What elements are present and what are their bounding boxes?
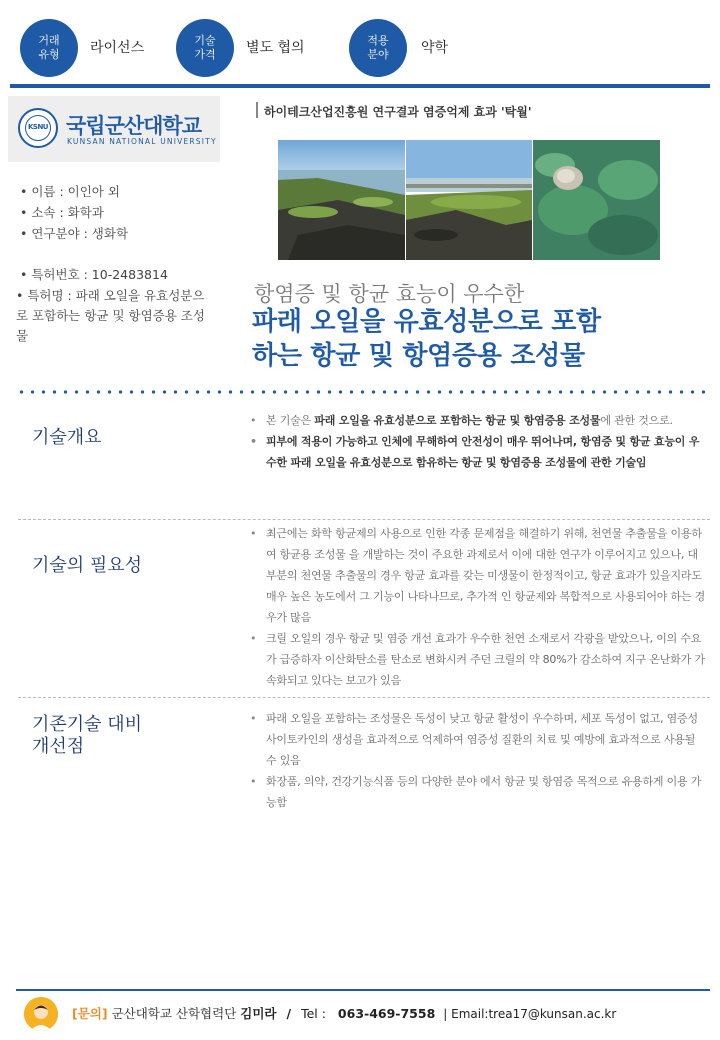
contact-phone[interactable]: 063-469-7558	[337, 1006, 436, 1021]
overview-bullet-1: • 본 기술은 파래 오일을 유효성분으로 포함하는 항균 및 항염증용 조성물에 관한 것으로.	[248, 410, 708, 431]
section-body-necessity	[248, 523, 708, 691]
title-subtitle: 항염증 및 항균 효능이 우수한	[254, 282, 525, 306]
improvement-bullet-1: • 파래 오일을 포함하는 조성물은 독성이 낮고 항균 활성이 우수하며, 세포 독성이 없고, 염증성 사이토카인의 생성을 효과적으로 억제하여 염증성 질환의 치료 및 예방에 효과적으로 사용될 수 있음	[248, 708, 708, 771]
inventor-dept: • 소속 : 화학과	[20, 205, 104, 220]
tel-label: Tel :	[301, 1006, 326, 1021]
inquiry-tag: [문의]	[72, 1006, 108, 1021]
contact-avatar-icon	[24, 997, 58, 1031]
university-logo	[8, 96, 220, 162]
contact-email[interactable]: | Email:trea17@kunsan.ac.kr	[443, 1007, 617, 1021]
org-note-bar	[256, 102, 258, 118]
university-name-kr: 국립군산대학교	[66, 114, 202, 138]
inventor-field: • 연구분야 : 생화학	[20, 226, 129, 241]
university-seal-icon: KSNU	[18, 108, 58, 148]
contact-separator: /	[286, 1006, 292, 1021]
contact-org: 군산대학교 산학협력단	[111, 1006, 237, 1021]
deal-type-badge: 거래 유형	[20, 19, 78, 77]
improvement-bullet-2: • 화장품, 의약, 건강기능식품 등의 다양한 분야 에서 항균 및 항염증 목적으로 유용하게 이용 가능함	[248, 771, 708, 813]
section-body-improvement	[248, 708, 708, 813]
footer-divider	[16, 989, 710, 991]
application-field-value: 약학	[421, 40, 449, 56]
section-body-overview	[248, 410, 708, 473]
application-field-badge: 적용 분야	[349, 19, 407, 77]
university-name-en: KUNSAN NATIONAL UNIVERSITY	[67, 137, 217, 146]
necessity-bullet-1: • 최근에는 화학 항균제의 사용으로 인한 각종 문제점을 해결하기 위해, 천연물 추출물을 이용하여 항균용 조성물 을 개발하는 것이 주요한 과제로서 이에 대한 연구가 이루어지고 있으나, 대부분의 천연물 추출물의 경우 항균 효과를 갖는 미생물이 한정적이고, 항균 효과가 있을지라도 매우 높은 농도에서 그 기능이 나타나므로, 추가적 인 항균제와 복합적으로 사용되어야 하는 경우가 많음	[248, 523, 708, 628]
deal-type-value: 라이선스	[90, 40, 145, 56]
patent-number: • 특허번호 : 10-2483814	[20, 267, 168, 282]
tech-price-badge: 기술 가격	[176, 19, 234, 77]
section-label-improvement: 기존기술 대비 개선점	[32, 714, 143, 757]
seaweed-photo	[533, 140, 660, 260]
coast-photo-1	[278, 140, 405, 260]
section-label-overview: 기술개요	[32, 427, 102, 448]
inventor-name: • 이름 : 이인아 외	[20, 184, 120, 199]
necessity-bullet-2: • 크릴 오일의 경우 항균 및 염증 개선 효과가 우수한 천연 소재로서 각광을 받았으나, 이의 수요가 급증하자 이산화탄소를 탄소로 변화시켜 주던 크릴의 약 80%가 감소하여 지구 온난화가 가속화되고 있다는 보고가 있음	[248, 628, 708, 691]
contact-person: 김미라	[240, 1006, 277, 1021]
section-label-necessity: 기술의 필요성	[32, 555, 143, 576]
section-divider	[18, 697, 710, 698]
header-divider	[10, 84, 710, 88]
contact-info	[72, 1004, 616, 1022]
org-note: 하이테크산업진흥원 연구결과 염증억제 효과 '탁월'	[264, 105, 532, 119]
title-dotted-divider	[16, 390, 710, 394]
coast-photo-2	[406, 140, 532, 260]
section-divider	[18, 519, 710, 520]
tech-price-value: 별도 협의	[246, 40, 305, 56]
patent-name: • 특허명 : 파래 오일을 유효성분으로 포함하는 항균 및 항염증용 조성물	[16, 288, 205, 343]
page-title: 파래 오일을 유효성분으로 포함 하는 항균 및 항염증용 조성물	[252, 307, 601, 371]
overview-bullet-2: • 피부에 적용이 가능하고 인체에 무해하여 안전성이 매우 뛰어나며, 항염증 및 항균 효능이 우수한 파래 오일을 유효성분으로 함유하는 항균 및 항염증용 조성물에 관한 기술임	[248, 431, 708, 473]
